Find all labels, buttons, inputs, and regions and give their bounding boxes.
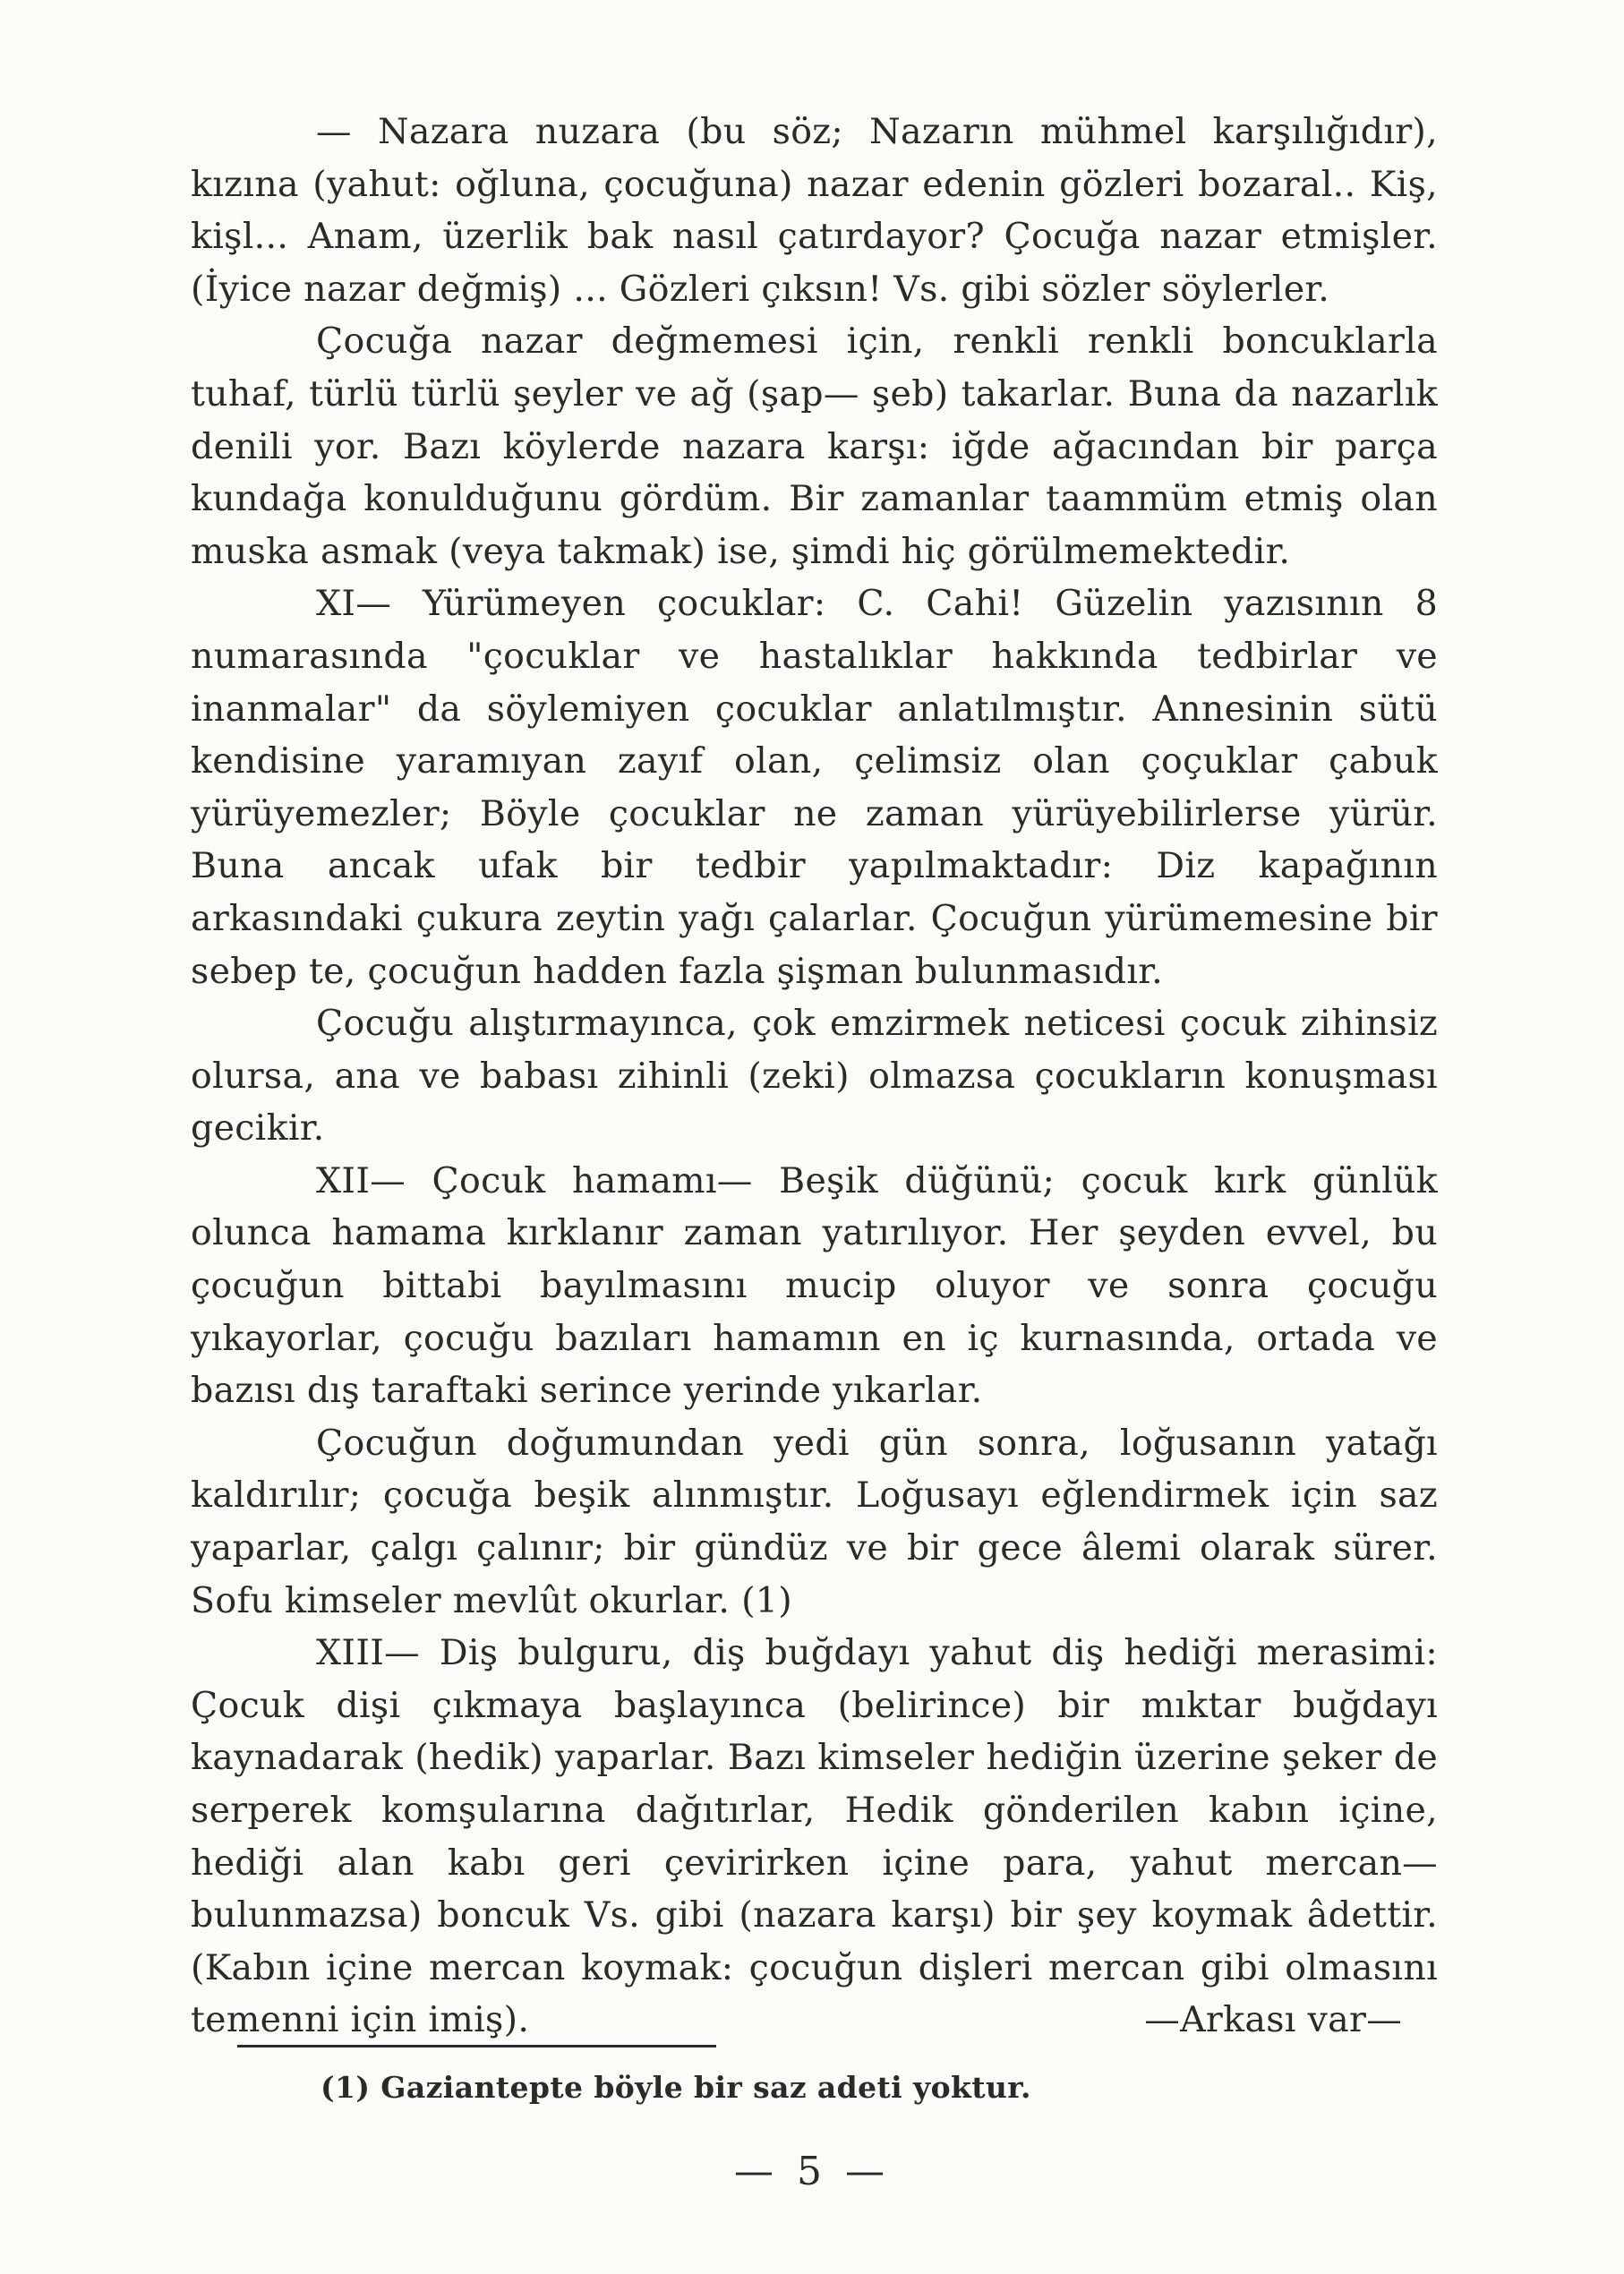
paragraph-nazar-sayings: — Nazara nuzara (bu söz; Nazarın mühmel karşılığıdır), kızına (yahut: oğluna, çocuğuna) nazar edenin gözleri bozaral.. Kiş, kişl... Anam, üzerlik bak nasıl çatırdayor? Çocuğa nazar etmişler. (İyice nazar değmiş) ... Gözleri çıksın! Vs. gibi sözler söylerler. xyxy=(191,111,1438,310)
paragraph-nazarlik: Çocuğa nazar değmemesi için, renkli renkli boncuklarla tuhaf, türlü türlü şeyler ve ağ (şap— şeb) takarlar. Buna da nazarlık denili yor. Bazı köylerde nazara karşı: iğde ağacından bir parça kundağa konulduğunu gördüm. Bir zamanlar taammüm etmiş olan muska asmak (veya takmak) ise, şimdi hiç görülmemektedir. xyxy=(191,321,1438,572)
paragraph-speech-delay: Çocuğu alıştırmayınca, çok emzirmek neticesi çocuk zihinsiz olursa, ana ve babası zihinli (zeki) olmazsa çocukların konuşması gecikir. xyxy=(191,1003,1438,1150)
paragraph-section-xiii xyxy=(191,1627,1438,2047)
paragraph-cradle-feast: Çocuğun doğumundan yedi gün sonra, loğusanın yatağı kaldırılır; çocuğa beşik alınmıştır. Loğusayı eğlendirmek için saz yaparlar, çalgı çalınır; bir gündüz ve bir gece âlemi olarak sürer. Sofu kimseler mevlût okurlar. (1) xyxy=(191,1422,1438,1621)
paragraph-section-xiii-text: XIII— Diş bulguru, diş buğdayı yahut diş hediği merasimi: Çocuk dişi çıkmaya başlayınca (belirince) bir mıktar buğdayı kaynadarak (hedik) yaparlar. Bazı kimseler hediğin üzerine şeker de serperek komşularına dağıtırlar, Hedik gönderilen kabın içine, hediği alan kabı geri çevirirken içine para, yahut mercan— bulunmazsa) boncuk Vs. gibi (nazara karşı) bir şey koymak âdettir. (Kabın içine mercan koymak: çocuğun dişleri mercan gibi olmasını temenni için imiş). xyxy=(191,1632,1438,2041)
paragraph-section-xi: XI— Yürümeyen çocuklar: C. Cahi! Güzelin yazısının 8 numarasında "çocuklar ve hastalıklar hakkında tedbirlar ve inanmalar" da söylemiyen çocuklar anlatılmıştır. Annesinin sütü kendisine yaramıyan zayıf olan, çelimsiz olan çoçuklar çabuk yürüyemezler; Böyle çocuklar ne zaman yürüyebilirlerse yürür. Buna ancak ufak bir tedbir yapılmaktadır: Diz kapağının arkasındaki çukura zeytin yağı çalarlar. Çocuğun yürümemesine bir sebep te, çocuğun hadden fazla şişman bulunmasıdır. xyxy=(191,583,1438,992)
paragraph-section-xii: XII— Çocuk hamamı— Beşik düğünü; çocuk kırk günlük olunca hamama kırklanır zaman yatırılıyor. Her şeyden evvel, bu çocuğun bittabi bayılmasını mucip oluyor ve sonra çocuğu yıkayorlar, çocuğu bazıları hamamın en iç kurnasında, ortada ve bazısı dış taraftaki serince yerinde yıkarlar. xyxy=(191,1159,1438,1412)
footnote-divider xyxy=(237,2045,716,2047)
footnote: (1) Gaziantepte böyle bir saz adeti yoktur. xyxy=(321,2070,1031,2105)
body-text xyxy=(191,106,1438,2047)
continued-note: —Arkası var— xyxy=(1144,1999,1402,2041)
page-number: — 5 — xyxy=(734,2149,890,2194)
